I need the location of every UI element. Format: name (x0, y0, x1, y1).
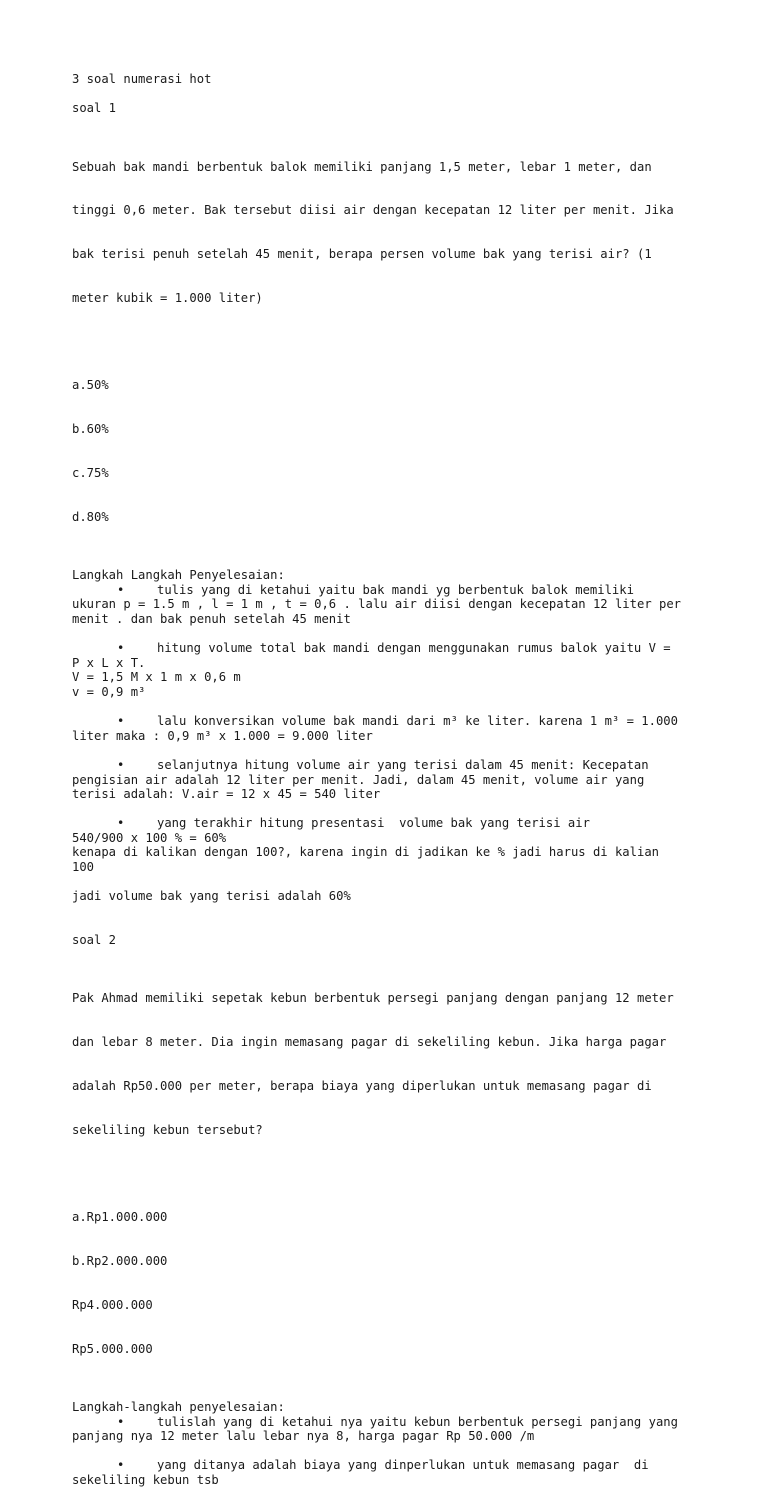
soal1-steps-heading: Langkah Langkah Penyelesaian: (72, 568, 285, 583)
question-line: tinggi 0,6 meter. Bak tersebut diisi air dengan kecepatan 12 liter per menit. Jika (72, 203, 674, 218)
question-line: Sebuah bak mandi berbentuk balok memiliki panjang 1,5 meter, lebar 1 meter, dan (72, 159, 652, 174)
question-line: dan lebar 8 meter. Dia ingin memasang pagar di sekeliling kebun. Jika harga pagar (72, 1035, 667, 1050)
step-continuation: v = 0,9 m³ (72, 684, 146, 699)
bullet-icon: • (117, 757, 125, 772)
soal1-conclusion: jadi volume bak yang terisi adalah 60% (72, 889, 351, 904)
question-line: meter kubik = 1.000 liter) (72, 290, 263, 305)
step-text: tulislah yang di ketahui nya yaitu kebun berbentuk persegi panjang yang (157, 1414, 678, 1429)
step-continuation: menit . dan bak penuh setelah 45 menit (72, 611, 351, 626)
step-item (72, 641, 712, 699)
document-title: 3 soal numerasi hot (72, 72, 212, 86)
step-continuation: 540/900 x 100 % = 60% (72, 830, 227, 845)
option-b: b.Rp2.000.000 (72, 1254, 168, 1269)
step-first-line (72, 1415, 712, 1430)
step-continuation: 100 (72, 860, 95, 875)
option-c: c.75% (72, 466, 109, 481)
question-line: Pak Ahmad memiliki sepetak kebun berbentuk persegi panjang dengan panjang 12 meter (72, 991, 674, 1006)
step-first-line (72, 583, 712, 598)
soal1-steps (72, 583, 712, 875)
step-continuation: sekeliling kebun tsb (72, 1473, 219, 1487)
option-a: a.Rp1.000.000 (72, 1210, 168, 1225)
step-first-line (72, 1458, 712, 1473)
question-line: sekeliling kebun tersebut? (72, 1122, 263, 1137)
step-text: tulis yang di ketahui yaitu bak mandi yg berbentuk balok memiliki (157, 582, 634, 597)
bullet-icon: • (117, 1414, 125, 1429)
question-line: adalah Rp50.000 per meter, berapa biaya yang diperlukan untuk memasang pagar di (72, 1078, 652, 1093)
soal1-question (72, 130, 712, 334)
step-text: hitung volume total bak mandi dengan menggunakan rumus balok yaitu V = (157, 641, 671, 656)
step-first-line (72, 714, 712, 729)
step-continuation: terisi adalah: V.air = 12 x 45 = 540 liter (72, 787, 381, 802)
step-first-line (72, 641, 712, 656)
step-first-line (72, 758, 712, 773)
step-continuation: V = 1,5 M x 1 m x 0,6 m (72, 670, 241, 685)
soal2-steps (72, 1415, 712, 1488)
bullet-icon: • (117, 641, 125, 656)
step-item (72, 583, 712, 627)
step-item (72, 758, 712, 802)
question-line: bak terisi penuh setelah 45 menit, berapa persen volume bak yang terisi air? (1 (72, 247, 652, 262)
soal2-heading: soal 2 (72, 933, 117, 948)
step-continuation: ukuran p = 1.5 m , l = 1 m , t = 0,6 . lalu air diisi dengan kecepatan 12 liter per (72, 597, 682, 612)
soal1-options (72, 349, 712, 553)
step-first-line (72, 816, 712, 831)
option-b: b.60% (72, 422, 109, 437)
step-item (72, 816, 712, 874)
document-body (72, 72, 712, 1502)
step-text: selanjutnya hitung volume air yang terisi dalam 45 menit: Kecepatan (157, 757, 649, 772)
step-item (72, 1458, 712, 1487)
soal2-options (72, 1181, 712, 1385)
bullet-icon: • (117, 1458, 125, 1473)
step-continuation: panjang nya 12 meter lalu lebar nya 8, harga pagar Rp 50.000 /m (72, 1429, 535, 1444)
step-item (72, 1415, 712, 1444)
step-continuation: P x L x T. (72, 655, 146, 670)
option-a: a.50% (72, 378, 109, 393)
step-text: lalu konversikan volume bak mandi dari m³ ke liter. karena 1 m³ = 1.000 (157, 714, 678, 729)
option-d: Rp5.000.000 (72, 1341, 153, 1356)
step-item (72, 714, 712, 743)
bullet-icon: • (117, 582, 125, 597)
bullet-icon: • (117, 714, 125, 729)
option-d: d.80% (72, 509, 109, 524)
step-continuation: kenapa di kalikan dengan 100?, karena ingin di jadikan ke % jadi harus di kalian (72, 845, 659, 860)
soal2-question (72, 962, 712, 1166)
step-continuation: pengisian air adalah 12 liter per menit. Jadi, dalam 45 menit, volume air yang (72, 772, 645, 787)
step-continuation: liter maka : 0,9 m³ x 1.000 = 9.000 liter (72, 728, 373, 743)
soal1-heading: soal 1 (72, 101, 117, 116)
step-text: yang terakhir hitung presentasi volume bak yang terisi air (157, 816, 590, 831)
soal2-steps-heading: Langkah-langkah penyelesaian: (72, 1400, 285, 1415)
bullet-icon: • (117, 816, 125, 831)
option-c: Rp4.000.000 (72, 1297, 153, 1312)
step-text: yang ditanya adalah biaya yang dinperlukan untuk memasang pagar di (157, 1458, 649, 1473)
